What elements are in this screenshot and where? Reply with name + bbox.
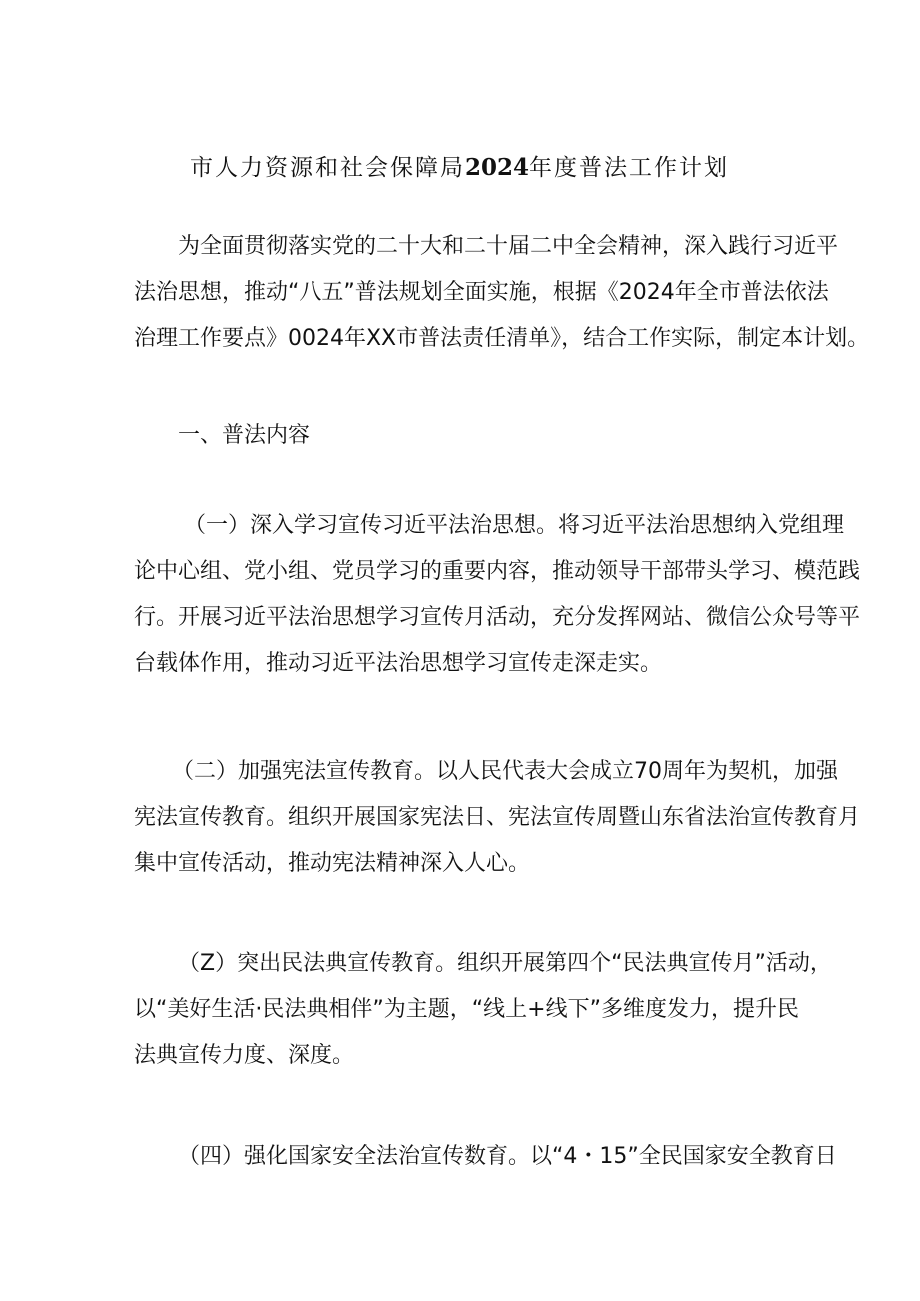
document-title — [190, 150, 750, 186]
item-4-line: （四）强化国家安全法治宣传数育。以“4・15”全民国家安全教育日 — [178, 1144, 837, 1169]
item-3-line: 以“美好生活·民法典相伴”为主题，“线上+线下”多维度发力，提升民 — [134, 997, 800, 1022]
title-year: 2024 — [465, 154, 530, 181]
item-4-paragraph — [134, 1134, 837, 1180]
intro-line: 治理工作要点》0024年XX市普法责任清单》，结合工作实际，制定本计划。 — [134, 326, 870, 351]
intro-line: 法治思想，推动“八五”普法规划全面实施，根据《2024年全市普法依法 — [134, 280, 829, 305]
intro-paragraph — [134, 224, 870, 362]
item-2-line: （二）加强宪法宣传教育。以人民代表大会成立70周年为契机，加强 — [172, 759, 838, 784]
item-2-line: 集中宣传活动，推动宪法精神深入人心。 — [134, 851, 531, 876]
item-3-paragraph — [134, 941, 832, 1079]
section-heading: 一、普法内容 — [178, 423, 311, 448]
item-1-line: 论中心组、党小组、党员学习的重要内容，推动领导干部带头学习、模范践 — [134, 559, 861, 584]
item-3-line: （Z）突出民法典宣传教育。组织开展第四个“民法典宣传月”活动， — [178, 951, 832, 976]
item-2-line: 宪法宣传教育。组织开展国家宪法日、宪法宣传周暨山东省法治宣传教育月 — [134, 805, 861, 830]
title-prefix: 市人力资源和社会保障局 — [190, 155, 465, 181]
item-2-paragraph — [134, 749, 861, 887]
intro-line: 为全面贯彻落实党的二十大和二十届二中全会精神，深入践行习近平 — [178, 234, 839, 259]
item-1-line: （一）深入学习宣传习近平法治思想。将习近平法治思想纳入党组理 — [184, 513, 845, 538]
item-1-line: 台载体作用，推动习近平法治思想学习宣传走深走实。 — [134, 651, 663, 676]
item-3-line: 法典宣传力度、深度。 — [134, 1043, 355, 1068]
item-1-line: 行。开展习近平法治思想学习宣传月活动，充分发挥网站、微信公众号等平 — [134, 605, 861, 630]
item-1-paragraph — [134, 503, 861, 687]
title-suffix: 年度普法工作计划 — [529, 155, 730, 181]
